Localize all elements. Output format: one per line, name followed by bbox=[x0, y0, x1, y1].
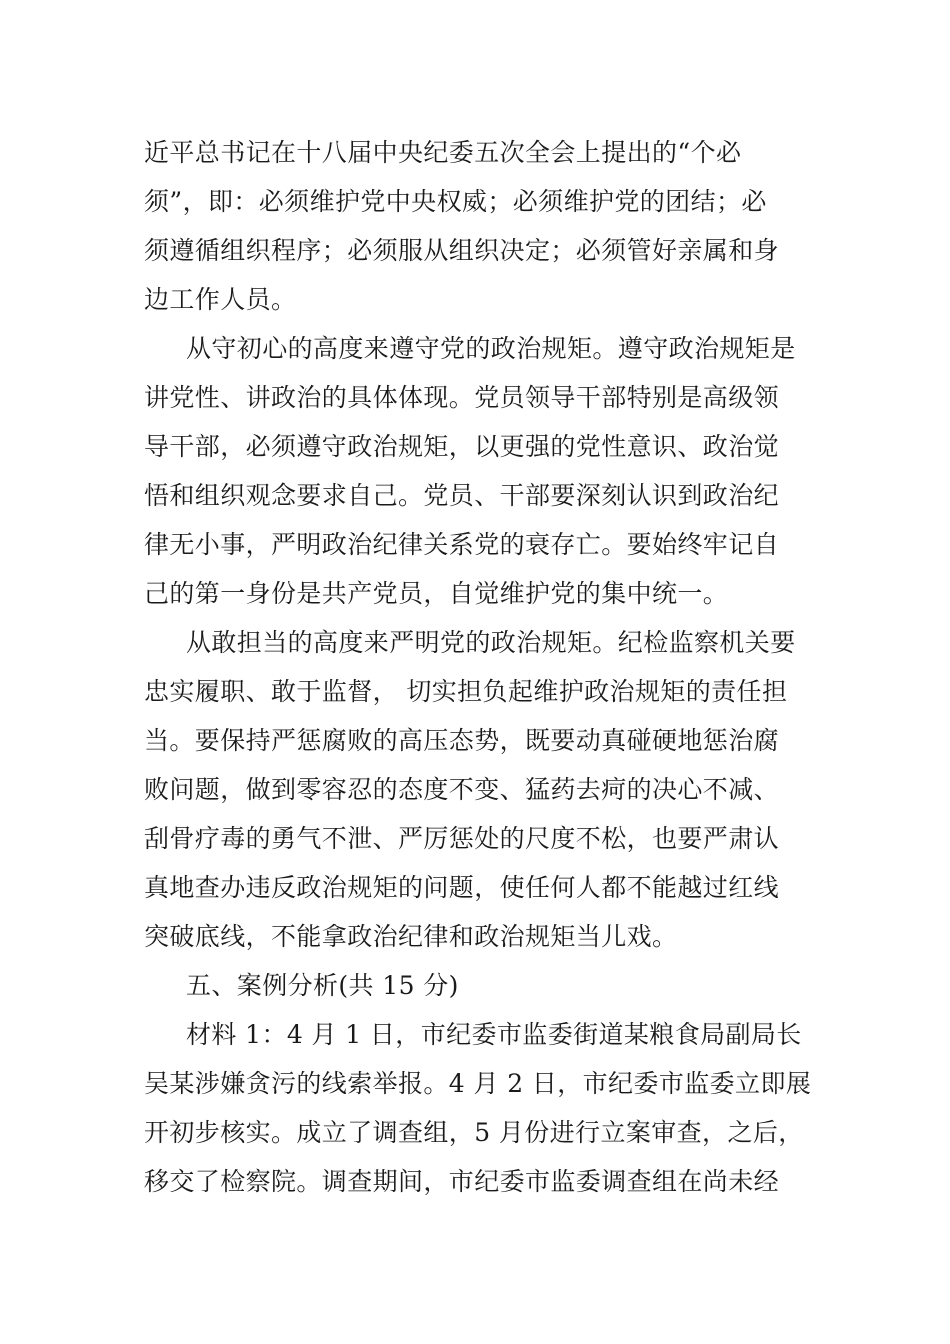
text-line: 移交了检察院。调查期间，市纪委市监委调查组在尚未经 bbox=[144, 1167, 780, 1196]
paragraph-first-line: 材料 1：4 月 1 日，市纪委市监委街道某粮食局副局长 bbox=[186, 1020, 802, 1049]
text-line: 开初步核实。成立了调查组，5 月份进行立案审查，之后， bbox=[144, 1118, 804, 1147]
text-line: 真地查办违反政治规矩的问题，使任何人都不能越过红线 bbox=[144, 873, 780, 902]
text-line: 当。要保持严惩腐败的高压态势，既要动真碰硬地惩治腐 bbox=[144, 726, 780, 755]
text-line: 突破底线，不能拿政治纪律和政治规矩当儿戏。 bbox=[144, 922, 678, 951]
text-line: 导干部，必须遵守政治规矩，以更强的党性意识、政治觉 bbox=[144, 432, 780, 461]
text-line: 吴某涉嫌贪污的线索举报。4 月 2 日，市纪委市监委立即展 bbox=[144, 1069, 812, 1098]
text-line: 律无小事，严明政治纪律关系党的衰存亡。要始终牢记自 bbox=[144, 530, 780, 559]
text-line: 忠实履职、敢于监督， 切实担负起维护政治规矩的责任担 bbox=[144, 677, 788, 706]
text-line: 己的第一身份是共产党员，自觉维护党的集中统一。 bbox=[144, 579, 729, 608]
paragraph-first-line: 从敢担当的高度来严明党的政治规矩。纪检监察机关要 bbox=[186, 628, 796, 657]
text-line: 须”，即：必须维护党中央权威；必须维护党的团结；必 bbox=[144, 187, 767, 216]
section-heading: 五、案例分析(共 15 分) bbox=[186, 971, 459, 1000]
text-line: 刮骨疗毒的勇气不泄、严厉惩处的尺度不松，也要严肃认 bbox=[144, 824, 780, 853]
text-line: 近平总书记在十八届中央纪委五次全会上提出的“个必 bbox=[144, 138, 742, 167]
text-line: 边工作人员。 bbox=[144, 285, 297, 314]
text-line: 须遵循组织程序；必须服从组织决定；必须管好亲属和身 bbox=[144, 236, 780, 265]
text-line: 败问题，做到零容忍的态度不变、猛药去疴的决心不减、 bbox=[144, 775, 780, 804]
text-line: 讲党性、讲政治的具体体现。党员领导干部特别是高级领 bbox=[144, 383, 780, 412]
text-line: 悟和组织观念要求自己。党员、干部要深刻认识到政治纪 bbox=[144, 481, 780, 510]
paragraph-first-line: 从守初心的高度来遵守党的政治规矩。遵守政治规矩是 bbox=[186, 334, 796, 363]
